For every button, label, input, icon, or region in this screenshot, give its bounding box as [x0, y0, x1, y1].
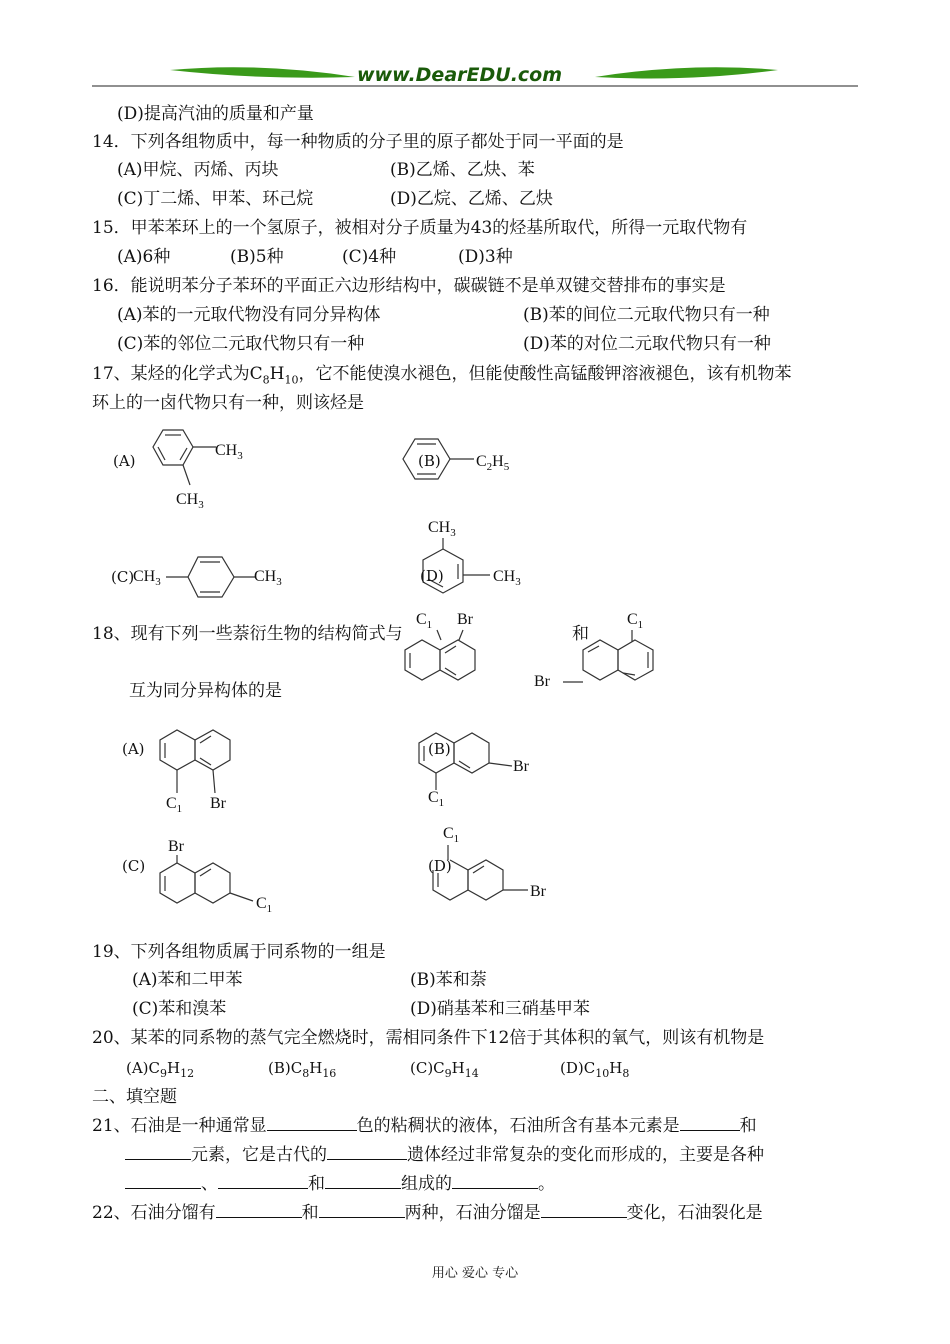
q21-blank-hydrocarbon-1[interactable]: [125, 1172, 201, 1189]
q21-line1: 21、石油是一种通常显 色的粘稠状的液体，石油所含有基本元素是 和: [92, 1116, 757, 1136]
q17-c-ch3-right: $CH_3$: [254, 568, 282, 589]
q13-option-d: (D)提高汽油的质量和产量: [117, 104, 314, 124]
q18-ref1-br: Br: [457, 611, 473, 628]
q21-blank-element-1[interactable]: [680, 1114, 740, 1131]
q18-b-cl: $C_1$: [428, 789, 445, 810]
q16-option-d: (D)苯的对位二元取代物只有一种: [523, 334, 771, 354]
q21-blank-hydrocarbon-3[interactable]: [325, 1172, 401, 1189]
q17-d-ch3-right: $CH_3$: [493, 568, 521, 589]
q17-option-a-label: (A): [113, 452, 136, 470]
q17-option-a-structure: [140, 425, 220, 495]
q18-a-br: Br: [210, 795, 226, 812]
q21-blank-hydrocarbon-2[interactable]: [218, 1172, 308, 1189]
q14-option-b: (B)乙烯、乙炔、苯: [390, 160, 535, 180]
q16-option-a: (A)苯的一元取代物没有同分异构体: [117, 305, 381, 325]
q18-and: 和: [572, 624, 589, 644]
q19-stem: 19、下列各组物质属于同系物的一组是: [92, 942, 386, 962]
q21-blank-element-2[interactable]: [125, 1143, 191, 1160]
q18-d-br: Br: [530, 883, 546, 900]
q18-a-cl: $C_1$: [166, 795, 183, 816]
q22-blank-method-2[interactable]: [319, 1201, 405, 1218]
q18-ref2-br: Br: [534, 673, 550, 690]
q20-option-c: $(C)C_9H_{14}$: [410, 1059, 479, 1080]
q21-line2: 元素，它是古代的 遗体经过非常复杂的变化而形成的，主要是各种: [125, 1143, 764, 1166]
header-site-name: www.DearEDU.com: [357, 64, 563, 86]
q14-option-c: (C)丁二烯、甲苯、环己烷: [117, 189, 314, 209]
q18-option-a-structure: [155, 725, 245, 800]
q17-a-ch3-upper: $CH_3$: [215, 442, 243, 463]
q18-ref2-cl: $C_1$: [627, 611, 644, 632]
q17-a-ch3-lower: $CH_3$: [176, 491, 204, 512]
q18-option-c-structure: [150, 855, 260, 920]
q22-blank-method-1[interactable]: [216, 1201, 302, 1218]
q17-b-c2h5: $C_2H_5$: [476, 453, 510, 474]
q18-option-d-structure: [428, 845, 538, 910]
q17-c-ch3-left: $CH_3$: [133, 568, 161, 589]
q18-option-d-label: (D): [428, 857, 452, 875]
q18-stem: 18、现有下列一些萘衍生物的结构简式与: [92, 624, 403, 644]
q21-line3: 、 和 组成的 。: [125, 1172, 555, 1195]
q18-reference-structure-1: [400, 628, 490, 694]
q20-option-d: $(D)C_{10}H_8$: [560, 1059, 630, 1080]
q21-blank-mixture[interactable]: [452, 1172, 538, 1189]
q17-stem-line2: 环上的一卤代物只有一种，则该烃是: [92, 393, 364, 413]
q14-option-a: (A)甲烷、丙烯、丙块: [117, 160, 279, 180]
q21-blank-organism[interactable]: [327, 1143, 407, 1160]
q15-option-b: (B)5种: [230, 247, 284, 267]
q17-option-d-label: (D): [420, 567, 444, 585]
q20-option-b: $(B)C_8H_{16}$: [268, 1059, 337, 1080]
q18-option-b-structure: [414, 728, 524, 793]
q18-c-br: Br: [168, 838, 184, 855]
q16-option-b: (B)苯的间位二元取代物只有一种: [523, 305, 770, 325]
q17-option-b-label: (B): [418, 452, 441, 470]
q15-option-d: (D)3种: [458, 247, 513, 267]
q14-option-d: (D)乙烷、乙烯、乙炔: [390, 189, 553, 209]
q16-stem: 16．能说明苯分子苯环的平面正六边形结构中，碳碳链不是单双键交替排布的事实是: [92, 276, 726, 296]
q18-b-br: Br: [513, 758, 529, 775]
q18-d-cl: $C_1$: [443, 825, 460, 846]
q19-option-d: (D)硝基苯和三硝基甲苯: [410, 999, 590, 1019]
q16-option-c: (C)苯的邻位二元取代物只有一种: [117, 334, 365, 354]
q18-ref1-cl: $C_1$: [416, 611, 433, 632]
q18-reference-structure-2: [555, 630, 665, 700]
q21-blank-color[interactable]: [267, 1114, 357, 1131]
q20-stem: 20、某苯的同系物的蒸气完全燃烧时，需相同条件下12倍于其体积的氧气，则该有机物是: [92, 1028, 765, 1048]
q17-option-c-label: (C): [111, 568, 135, 586]
page-footer: 用心 爱心 专心: [431, 1266, 519, 1281]
section-heading-fill-in: 二、填空题: [92, 1087, 177, 1107]
q22-line1: 22、石油分馏有 和 两种，石油分馏是 变化，石油裂化是: [92, 1203, 763, 1223]
q17-d-ch3-top: $CH_3$: [428, 519, 456, 540]
q19-option-a: (A)苯和二甲苯: [132, 970, 243, 990]
q15-option-c: (C)4种: [342, 247, 397, 267]
q19-option-b: (B)苯和萘: [410, 970, 487, 990]
q20-option-a: $(A)C_9H_{12}$: [126, 1059, 195, 1080]
q19-option-c: (C)苯和溴苯: [132, 999, 227, 1019]
q15-stem: 15．甲苯苯环上的一个氢原子，被相对分子质量为43的烃基所取代，所得一元取代物有: [92, 218, 748, 238]
q22-blank-change-type[interactable]: [541, 1201, 627, 1218]
q18-option-a-label: (A): [122, 740, 145, 758]
q15-option-a: (A)6种: [117, 247, 171, 267]
q18-option-c-label: (C): [122, 857, 146, 875]
q18-stem-line2: 互为同分异构体的是: [129, 681, 282, 701]
q18-c-cl: $C_1$: [256, 895, 273, 916]
q17-stem: 17、某烃的化学式为$C_8H_{10}$，它不能使溴水褪色，但能使酸性高锰酸钾溶液褪色，该有机物苯: [92, 364, 792, 387]
q14-stem: 14．下列各组物质中，每一种物质的分子里的原子都处于同一平面的是: [92, 132, 624, 152]
q18-option-b-label: (B): [428, 740, 451, 758]
